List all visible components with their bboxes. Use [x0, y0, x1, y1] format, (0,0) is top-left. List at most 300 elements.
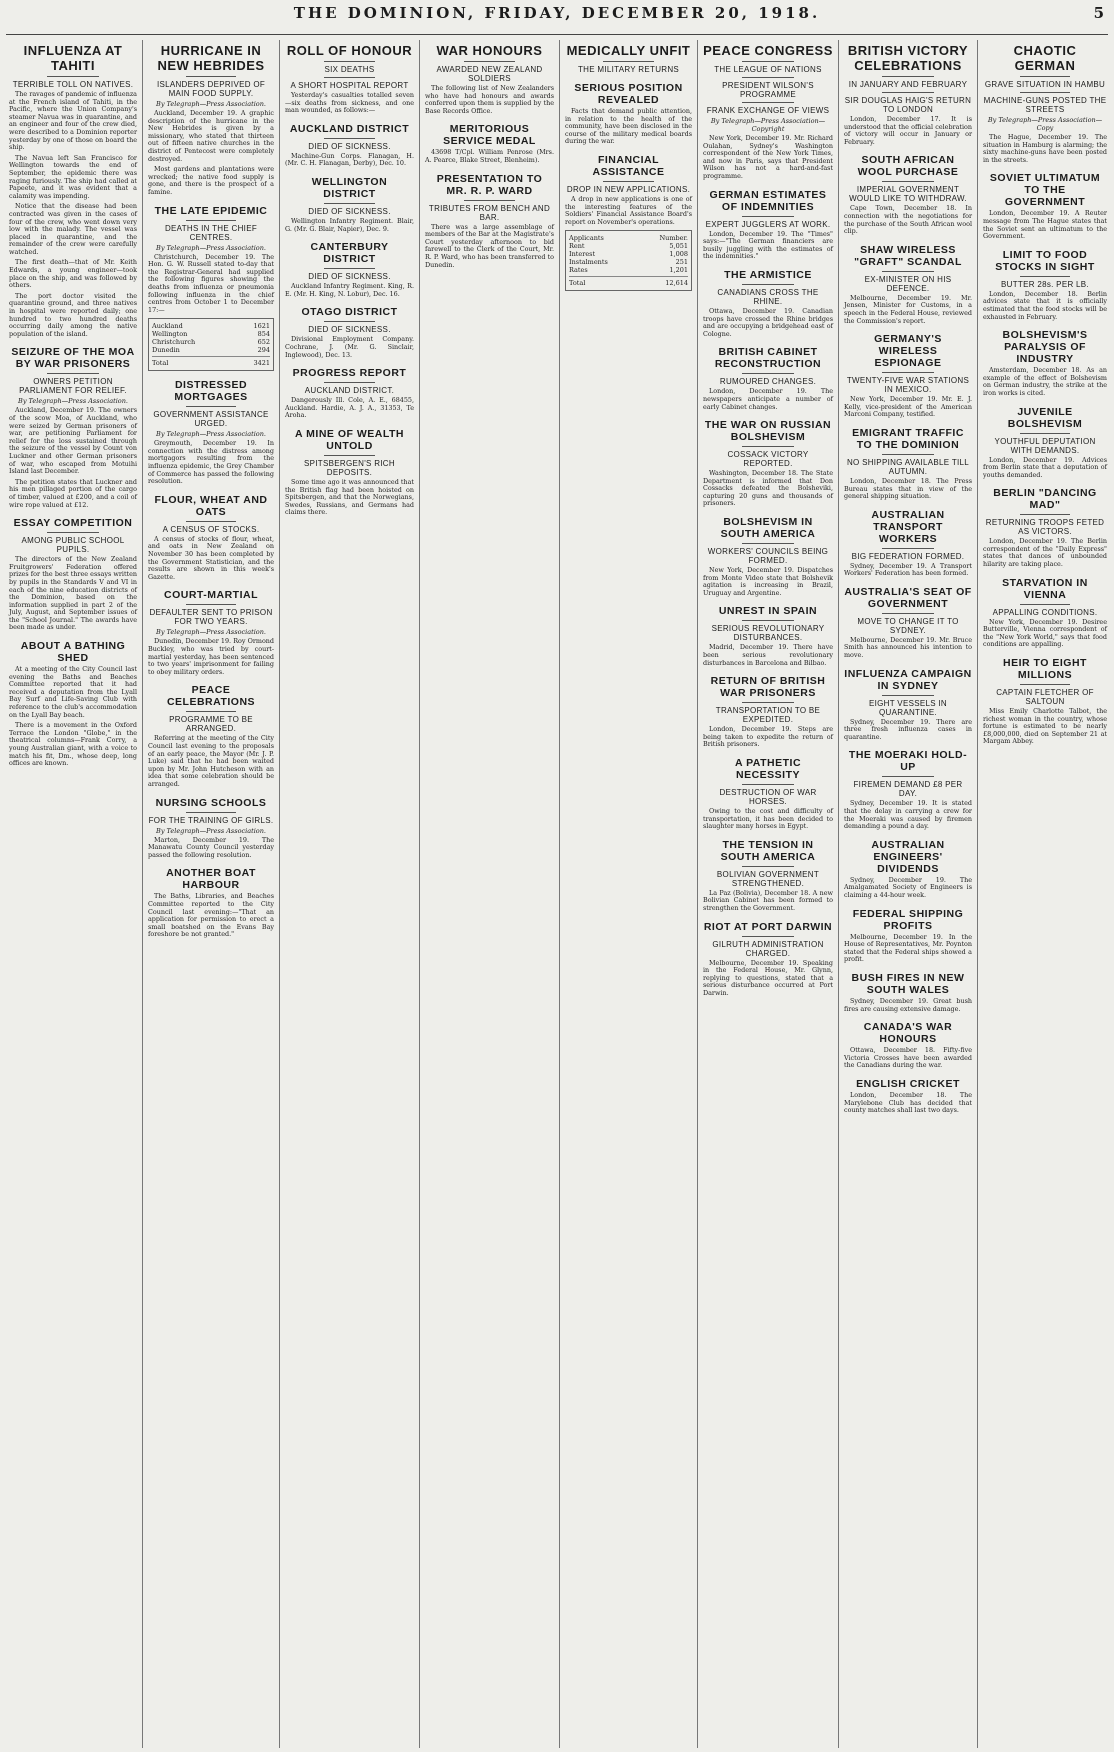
article-subheading: YOUTHFUL DEPUTATION WITH DEMANDS.: [994, 436, 1096, 455]
table-value: 1621: [253, 322, 270, 331]
table-value: 251: [675, 258, 688, 267]
article-headline: SEIZURE OF THE MOA BY WAR PRISONERS: [11, 346, 135, 371]
article-paragraph: A drop in new applications is one of the interesting features of the Soldiers' Financial Assistance Board's report on November's operations.: [565, 194, 692, 226]
article: [285, 306, 414, 359]
article: [285, 123, 414, 168]
article-headline: PROGRESS REPORT: [292, 367, 407, 380]
column-6: [698, 40, 839, 1748]
headline-rule: [186, 711, 236, 712]
headline-rule: [47, 76, 98, 77]
article-subheading: DIED OF SICKNESS.: [308, 206, 391, 216]
article: [285, 428, 414, 517]
article-paragraph: Melbourne, December 19. Speaking in the Federal House, Mr. Glynn, replying to questions, stated that a serious disturbance occurred at Port Darwin.: [703, 958, 833, 997]
headline-rule: [186, 604, 236, 605]
column-4: [420, 40, 560, 1748]
article-headline: AUCKLAND DISTRICT: [289, 122, 410, 135]
article-headline: AUSTRALIAN TRANSPORT WORKERS: [871, 508, 945, 545]
article-subheading: THE MILITARY RETURNS: [577, 65, 680, 74]
column-7: [839, 40, 978, 1748]
article-paragraph: Christchurch, December 19. The Hon. G. W. Russell stated to-day that the Registrar-General had supplied the following figures showing the deaths from influenza or pneumonia following influenza in the chief centres from October 1 to December 17:—: [148, 252, 274, 314]
article: [285, 367, 414, 420]
article-paragraph: The petition states that Luckner and his men pillaged portion of the cargo of timber, valued at £200, and a coil of wire rope valued at £12.: [9, 477, 137, 509]
article: [844, 839, 972, 900]
article-subheading: TWENTY-FIVE WAR STATIONS IN MEXICO.: [846, 376, 970, 395]
article-paragraph: Ottawa, December 19. Canadian troops have crossed the Rhine bridges and are occupying a bridgehead east of Cologne.: [703, 306, 833, 338]
article-paragraph: London, December 19. The "Times" says:—"The German financiers are busily juggling with the estimates of the indemnities.": [703, 229, 833, 261]
article-paragraph: London, December 19. Advices from Berlin state that a deputation of youths demanded.: [983, 455, 1107, 479]
article-subheading: BIG FEDERATION FORMED.: [851, 551, 965, 561]
article: [148, 867, 274, 939]
article: [844, 509, 972, 578]
article-paragraph: Sydney, December 19. The Amalgamated Society of Engineers is claiming a 44-hour week.: [844, 875, 972, 899]
article-headline: WELLINGTON DISTRICT: [311, 175, 388, 200]
article-subheading: DIED OF SICKNESS.: [308, 325, 391, 335]
article-headline: THE MOERAKI HOLD-UP: [848, 749, 968, 774]
article-paragraph: La Paz (Bolivia), December 18. A new Bolivian Cabinet has been formed to strengthen the Government.: [703, 888, 833, 912]
article-headline: FLOUR, WHEAT AND OATS: [154, 493, 268, 518]
article: [844, 427, 972, 501]
table-row: [152, 330, 270, 338]
article: [703, 419, 833, 508]
figures-table: [148, 318, 274, 371]
article-paragraph: Auckland, December 19. A graphic description of the hurricane in the New Hebrides is given by a missionary, who stated that thirteen out of fifteen native churches in the district of Pentecost were completely destroyed.: [148, 109, 274, 163]
article-paragraph: London, December 18. The Marylebone Club has decided that county matches shall last two days.: [844, 1090, 972, 1115]
article-headline: BOLSHEVISM'S PARALYSIS OF INDUSTRY: [1002, 329, 1088, 366]
article-headline: THE TENSION IN SOUTH AMERICA: [720, 838, 816, 863]
article-paragraph: The ravages of pandemic of influenza at the French island of Tahiti, in the Pacific, where the Union Company's steamer Navua was in quarantine, and an engineer and four of the crew died, were described to a Dominion reporter yesterday by one of those on board the ship.: [9, 90, 137, 152]
article-paragraph: Amsterdam, December 18. As an example of the effect of Bolshevism on German industry, the strike at the iron works is cited.: [983, 366, 1107, 397]
article: [844, 908, 972, 964]
article-paragraph: Melbourne, December 19. Mr. Bruce Smith has announced his intention to move.: [844, 635, 972, 660]
article-paragraph: The port doctor visited the quarantine ground, and three natives in hospital were reported daily; one hundred to two hundred deaths occurring daily among the native population of the island.: [9, 291, 137, 338]
article-paragraph: London, December 17. It is understood that the official celebration of victory will occur in January or February.: [844, 115, 972, 146]
article: [565, 154, 692, 291]
headline-rule: [1020, 92, 1070, 93]
article-byline: By Telegraph—Press Association—Copyright: [710, 117, 826, 133]
article-subheading: DROP IN NEW APPLICATIONS.: [566, 184, 691, 194]
headline-rule: [324, 268, 376, 269]
article-headline: THE WAR ON RUSSIAN BOLSHEVISM: [704, 419, 832, 444]
masthead: [6, 0, 1108, 35]
article-subheading: DEFAULTER SENT TO PRISON FOR TWO YEARS.: [149, 608, 273, 627]
article-paragraph: Machine-Gun Corps. Flanagan, H. (Mr. C. H. Flanagan, Derby), Dec. 10.: [285, 151, 414, 168]
article-headline: ROLL OF HONOUR: [286, 43, 413, 58]
headline-rule: [742, 77, 794, 78]
table-row: [152, 359, 270, 367]
article-subheading: EX-MINISTER ON HIS DEFENCE.: [864, 274, 952, 293]
article: [983, 329, 1107, 397]
headline-rule: [742, 446, 794, 447]
article: [844, 1078, 972, 1115]
headline-rule: [324, 138, 376, 139]
article-subheading: AWARDED NEW ZEALAND SOLDIERS: [436, 65, 543, 83]
article: [703, 839, 833, 913]
article-paragraph: Marton, December 19. The Manawatu County Council yesterday passed the following resolution.: [148, 835, 274, 859]
headline-rule: [742, 61, 794, 62]
article-headline: LIMIT TO FOOD STOCKS IN SIGHT: [995, 248, 1095, 273]
article-byline: By Telegraph—Press Association.: [156, 100, 266, 108]
article-paragraph: Melbourne, December 19. In the House of Representatives, Mr. Poynton stated that the Federal ships showed a profit.: [844, 932, 972, 964]
article-headline: GERMAN ESTIMATES OF INDEMNITIES: [709, 188, 827, 213]
article-paragraph: New York, December 19. Mr. E. J. Kelly, vice-president of the American Marconi Company, testified.: [844, 395, 972, 419]
article-subheading: A CENSUS OF STOCKS.: [162, 524, 260, 534]
table-label: Auckland: [152, 322, 183, 331]
article: [703, 346, 833, 411]
article-byline: By Telegraph—Press Association.: [156, 243, 266, 252]
article: [565, 43, 692, 74]
article-headline: MERITORIOUS SERVICE MEDAL: [443, 123, 536, 148]
headline-rule: [742, 216, 794, 217]
article-headline: THE ARMISTICE: [724, 268, 812, 281]
article-byline: By Telegraph—Press Association.: [18, 397, 128, 406]
headline-rule: [882, 548, 933, 549]
article-subheading: SPITSBERGEN'S RICH DEPOSITS.: [304, 458, 395, 477]
headline-rule: [882, 454, 933, 455]
article-paragraph: Greymouth, December 19. In connection with the distress among mortgagors resulting from the influenza epidemic, the Grey Chamber of Commerce has passed the following resolution.: [148, 439, 274, 486]
article-headline: THE LATE EPIDEMIC: [154, 204, 268, 217]
article-headline: INFLUENZA AT TAHITI: [23, 43, 123, 73]
article: [148, 379, 274, 486]
table-row: [569, 279, 688, 287]
article-subheading: DESTRUCTION OF WAR HORSES.: [719, 788, 817, 806]
article-headline: OTAGO DISTRICT: [301, 306, 398, 319]
article: [844, 43, 972, 146]
article: [9, 517, 137, 632]
table-label: Total: [569, 279, 586, 288]
article-headline: AUSTRALIAN ENGINEERS' DIVIDENDS: [871, 838, 945, 875]
table-value: 3421: [253, 359, 270, 368]
article-subheading: EIGHT VESSELS IN QUARANTINE.: [868, 698, 947, 717]
article-headline: DISTRESSED MORTGAGES: [174, 379, 248, 404]
table-row: [152, 338, 270, 346]
article-byline: By Telegraph—Press Association—Copy: [987, 116, 1103, 132]
article-subheading: DIED OF SICKNESS.: [308, 141, 391, 151]
article: [983, 406, 1107, 480]
article: [9, 346, 137, 509]
article-paragraph: Cape Town, December 18. In connection with the negotiations for the purchase of the South African wool clip.: [844, 204, 972, 236]
article-paragraph: London, December 19. Steps are being taken to expedite the return of British prisoners.: [703, 725, 833, 749]
article-paragraph: At a meeting of the City Council last evening the Baths and Beaches Committee reported that it had received a deputation from the Lyall Bay Surf and Life-Saving Club with reference to the club's accommodation on the Lyall Bay beach.: [9, 665, 137, 719]
article-paragraph: Sydney, December 19. It is stated that the delay in carrying a crew for the Moeraki was caused by firemen demanding a pound a day.: [844, 799, 972, 831]
column-8: [978, 40, 1112, 1748]
article-paragraph: Notice that the disease had been contracted was given in the cases of four of the crew, who went down very low with the malady. The vessel was placed in quarantine, and the remainder of the crew were carefully watched.: [9, 202, 137, 256]
table-label: Instalments: [569, 258, 608, 267]
headline-rule: [324, 455, 376, 456]
article-paragraph: London, December 19. A Reuter message from The Hague states that the Soviet sent an ultimatum to the Government.: [983, 209, 1107, 241]
article-headline: RETURN OF BRITISH WAR PRISONERS: [710, 675, 826, 700]
headline-rule: [324, 203, 376, 204]
article-headline: HURRICANE IN NEW HEBRIDES: [157, 43, 265, 73]
article: [983, 249, 1107, 321]
article: [9, 640, 137, 768]
article-headline: FEDERAL SHIPPING PROFITS: [852, 907, 964, 932]
article-headline: RIOT AT PORT DARWIN: [703, 920, 833, 933]
article-headline: A PATHETIC NECESSITY: [734, 757, 802, 781]
headline-rule: [1020, 684, 1070, 685]
article-headline: HEIR TO EIGHT MILLIONS: [1003, 657, 1087, 682]
article-headline: A MINE OF WEALTH UNTOLD: [295, 427, 404, 452]
article: [983, 172, 1107, 240]
article-headline: PEACE CONGRESS: [703, 43, 833, 58]
article: [703, 675, 833, 749]
article-headline: ABOUT A BATHING SHED: [20, 640, 126, 665]
article: [703, 605, 833, 667]
article-headline: JUVENILE BOLSHEVISM: [1007, 405, 1083, 430]
article: [983, 487, 1107, 568]
article-subheading: FIREMEN DEMAND £8 PER DAY.: [853, 780, 963, 799]
article-paragraph: Sydney, December 19. There are three fresh influenza cases in quarantine.: [844, 717, 972, 741]
article-headline: BOLSHEVISM IN SOUTH AMERICA: [720, 516, 816, 541]
article-headline: MEDICALLY UNFIT: [566, 43, 691, 58]
article-subheading: GRAVE SITUATION IN HAMBU: [984, 80, 1106, 89]
article-paragraph: Dangerously Ill. Cole, A. E., 68455, Auckland. Hardie, A. J. A., 31353, Te Aroha.: [285, 396, 414, 420]
table-value: 854: [257, 330, 270, 339]
article-subheading: RUMOURED CHANGES.: [719, 377, 817, 387]
headline-rule: [882, 695, 933, 696]
article: [844, 749, 972, 830]
article-subheading: DEATHS IN THE CHIEF CENTRES.: [164, 223, 258, 242]
headline-rule: [742, 102, 794, 103]
article: [844, 244, 972, 325]
article-headline: UNREST IN SPAIN: [718, 605, 818, 618]
article-headline: CANADA'S WAR HONOURS: [863, 1021, 953, 1046]
table-label: Total: [152, 359, 169, 368]
headline-rule: [47, 532, 98, 533]
article-paragraph: New York, December 19. Dispatches from Monte Video state that Bolshevik agitation is increasing in Brazil, Uruguay and Argentine.: [703, 566, 833, 597]
article-subheading: BOLIVIAN GOVERNMENT STRENGTHENED.: [716, 869, 820, 888]
article-headline: EMIGRANT TRAFFIC TO THE DOMINION: [852, 426, 964, 451]
column-2: [143, 40, 280, 1748]
article-byline: By Telegraph—Press Association.: [156, 628, 266, 637]
headline-rule: [464, 200, 516, 201]
article-subheading: MACHINE-GUNS POSTED THE STREETS: [983, 96, 1107, 114]
article-headline: FINANCIAL ASSISTANCE: [592, 153, 665, 178]
article-paragraph: Yesterday's casualties totalled seven—six deaths from sickness, and one man wounded, as follows:—: [285, 91, 414, 115]
article: [703, 516, 833, 597]
article-subheading: CANADIANS CROSS THE RHINE.: [717, 287, 819, 306]
article-headline: PRESENTATION TO MR. R. P. WARD: [436, 172, 543, 197]
article: [844, 972, 972, 1013]
article-headline: INFLUENZA CAMPAIGN IN SYDNEY: [844, 667, 972, 692]
article-paragraph: Owing to the cost and difficulty of transportation, it has been decided to slaughter many horses in Egypt.: [703, 807, 833, 831]
headline-rule: [324, 382, 376, 383]
article-headline: BRITISH VICTORY CELEBRATIONS: [847, 43, 969, 73]
headline-rule: [1020, 604, 1070, 605]
article-paragraph: Sydney, December 19. Great bush fires are causing extensive damage.: [844, 996, 972, 1013]
article-subheading: GILRUTH ADMINISTRATION CHARGED.: [712, 939, 824, 958]
table-value: 12,614: [665, 279, 688, 288]
table-row: [569, 234, 688, 242]
article-subheading: TRANSPORTATION TO BE EXPEDITED.: [715, 706, 821, 725]
article-paragraph: Some time ago it was announced that the British flag had been hoisted on Spitsbergen, and that the Norwegians, Swedes, Russians, and Germans had claims there.: [285, 477, 414, 517]
article-paragraph: The first death—that of Mr. Keith Edwards, a young engineer—took place on the ship, and was followed by others.: [9, 258, 137, 290]
article-paragraph: 43698 T/Cpl. William Penrose (Mrs. A. Pearce, Blake Street, Blenheim).: [425, 148, 554, 164]
article-paragraph: Sydney, December 19. A Transport Workers' Federation has been formed.: [844, 561, 972, 578]
article: [703, 757, 833, 831]
table-row: [569, 258, 688, 266]
table-label: Wellington: [152, 330, 188, 339]
page-number: 5: [1093, 4, 1104, 22]
masthead-title: THE DOMINION, FRIDAY, DECEMBER 20, 1918.: [293, 4, 821, 22]
article-paragraph: There is a movement in the Oxford Terrace the London "Globe," in the theatrical columns—Frank Corry, a young Australian giant, with a voice to match his fit, Dm., whose deep, long offices are known.: [9, 721, 137, 768]
article-paragraph: Auckland Infantry Regiment. King, R. E. (Mr. H. King, N. Lobur), Dec. 16.: [285, 282, 414, 298]
article-headline: AUSTRALIA'S SEAT OF GOVERNMENT: [844, 585, 972, 610]
article-byline: By Telegraph—Press Association.: [156, 430, 266, 439]
headline-rule: [464, 61, 516, 62]
article: [844, 668, 972, 742]
headline-rule: [882, 776, 933, 777]
article: [844, 154, 972, 235]
headline-rule: [882, 92, 933, 93]
article-subheading: SIR DOUGLAS HAIG'S RETURN TO LONDON: [844, 96, 972, 114]
article-subheading: COSSACK VICTORY REPORTED.: [727, 450, 809, 469]
article-headline: CANTERBURY DISTRICT: [310, 241, 389, 266]
article-headline: SHAW WIRELESS "GRAFT" SCANDAL: [854, 243, 962, 268]
table-label: Applicants: [569, 234, 604, 243]
article: [703, 269, 833, 338]
article-paragraph: Divisional Employment Company. Cochrane, J. (Mr. G. Sinclair, Inglewood), Dec. 13.: [285, 335, 414, 359]
article: [983, 657, 1107, 746]
table-label: Interest: [569, 250, 596, 259]
article-paragraph: The Baths, Libraries, and Beaches Committee reported to the City Council last evening:—"That an application for permission to erect a small boatshed on the Evans Bay foreshore be not granted.": [148, 892, 274, 939]
article-subheading: TERRIBLE TOLL ON NATIVES.: [12, 80, 134, 89]
table-value: 294: [257, 346, 270, 355]
table-label: Christchurch: [152, 338, 196, 347]
headline-rule: [742, 543, 794, 544]
headline-rule: [882, 76, 933, 77]
article-headline: WAR HONOURS: [436, 43, 543, 58]
headline-rule: [1020, 514, 1070, 515]
article: [844, 1021, 972, 1070]
article-headline: SOVIET ULTIMATUM TO THE GOVERNMENT: [989, 172, 1101, 209]
article: [148, 205, 274, 372]
article-subheading: APPALLING CONDITIONS.: [992, 607, 1098, 617]
article: [9, 43, 137, 338]
headline-rule: [882, 613, 933, 614]
article: [285, 176, 414, 233]
article-headline: COURT-MARTIAL: [164, 589, 258, 602]
article: [703, 921, 833, 998]
article-subheading: FRANK EXCHANGE OF VIEWS: [706, 106, 830, 115]
headline-rule: [186, 521, 236, 522]
headline-rule: [742, 936, 794, 937]
article-paragraph: Wellington Infantry Regiment. Blair, G. (Mr. G. Blair, Napier), Dec. 9.: [285, 216, 414, 233]
article-headline: GERMANY'S WIRELESS ESPIONAGE: [874, 333, 942, 370]
headline-rule: [882, 181, 933, 182]
article-subheading: EXPERT JUGGLERS AT WORK.: [705, 219, 831, 229]
article: [844, 586, 972, 660]
article-paragraph: The following list of New Zealanders who have had honours and awards conferred upon them is supplied by the Base Records Office.: [425, 84, 554, 115]
article-paragraph: There was a large assemblage of members of the Bar at the Magistrate's Court yesterday afternoon to bid farewell to the Clerk of the Court, Mr. R. P. Ward, who has been transferred to Dunedin.: [425, 222, 554, 269]
article-paragraph: London, December 19. The newspapers anticipate a number of early Cabinet changes.: [703, 387, 833, 411]
article-paragraph: The Navua left San Francisco for Wellington towards the end of September, the epidemic there was raging furiously. The ship had called at Papeete, and it was evident that a calamity was impending.: [9, 153, 137, 200]
article-paragraph: Ottawa, December 18. Fifty-five Victoria Crosses have been awarded the Canadians during the war.: [844, 1046, 972, 1070]
article-paragraph: New York, December 19. Mr. Richard Oulahan, Sydney's Washington correspondent of the New York Times, and now in Paris, says that President Wilson has not a hard-and-fast programme.: [703, 134, 833, 180]
article: [425, 123, 554, 164]
article: [148, 684, 274, 788]
article-subheading: BUTTER 28s. PER LB.: [1001, 279, 1089, 289]
headline-rule: [742, 702, 794, 703]
headline-rule: [186, 406, 236, 407]
headline-rule: [742, 284, 794, 285]
article-paragraph: Miss Emily Charlotte Talbot, the richest woman in the country, whose fortune is estimated to be nearly £8,000,000, died on September 21 at Margam Abbey.: [983, 707, 1107, 746]
table-value: Number.: [659, 234, 688, 243]
article-subheading: DIED OF SICKNESS.: [308, 272, 391, 282]
article-subheading: AMONG PUBLIC SCHOOL PUPILS.: [21, 536, 125, 555]
table-row: [569, 266, 688, 274]
headline-rule: [324, 321, 376, 322]
article-subheading: FOR THE TRAINING OF GIRLS.: [148, 815, 274, 825]
article-subheading: IN JANUARY AND FEBRUARY: [848, 80, 968, 89]
article-headline: NURSING SCHOOLS: [155, 796, 267, 809]
table-value: 1,008: [669, 250, 688, 259]
article-paragraph: Madrid, December 19. There have been serious revolutionary disturbances in Barcelona and Bilbao.: [703, 643, 833, 667]
article: [425, 43, 554, 115]
article-subheading: OWNERS PETITION PARLIAMENT FOR RELIEF.: [19, 377, 127, 396]
article-subheading: THE LEAGUE OF NATIONS: [714, 65, 822, 74]
article-headline: SERIOUS POSITION REVEALED: [574, 82, 683, 106]
article: [148, 589, 274, 676]
article-subheading: SERIOUS REVOLUTIONARY DISTURBANCES.: [711, 624, 825, 643]
headline-rule: [603, 61, 654, 62]
article-headline: PEACE CELEBRATIONS: [166, 684, 256, 709]
article-paragraph: Melbourne, December 19. Mr. Jensen, Minister for Customs, in a speech in the Federal House, reviewed the Commission's report.: [844, 293, 972, 325]
article-headline: ANOTHER BOAT HARBOUR: [166, 867, 256, 892]
table-rule: [569, 276, 688, 277]
column-3: [280, 40, 420, 1748]
article: [148, 43, 274, 197]
article-paragraph: Facts that demand public attention, in relation to the health of the community, have been disclosed in the course of the military medical boards during the war.: [565, 107, 692, 146]
article-headline: CHAOTIC GERMAN: [1013, 43, 1077, 73]
article: [148, 494, 274, 582]
article-subheading: PRESIDENT WILSON'S PROGRAMME: [722, 81, 814, 99]
headline-rule: [1020, 433, 1070, 434]
article: [285, 43, 414, 115]
headline-rule: [186, 812, 236, 813]
column-1: [4, 40, 143, 1748]
table-value: 652: [257, 338, 270, 347]
article: [983, 577, 1107, 649]
article-byline: By Telegraph—Press Association.: [156, 826, 266, 835]
article: [703, 189, 833, 261]
article-subheading: AUCKLAND DISTRICT.: [304, 386, 395, 396]
article: [148, 797, 274, 860]
article-subheading: TRIBUTES FROM BENCH AND BAR.: [428, 203, 551, 222]
article-subheading: A SHORT HOSPITAL REPORT: [290, 81, 409, 90]
article-paragraph: The Hague, December 19. The situation in Hamburg is alarming; the sixty machine-guns have been posted in the streets.: [983, 133, 1107, 164]
table-row: [152, 322, 270, 330]
headline-rule: [47, 373, 98, 374]
article-subheading: CAPTAIN FLETCHER OF SALTOUN: [996, 688, 1094, 707]
table-value: 1,201: [669, 266, 688, 275]
article-paragraph: New York, December 19. Desiree Butterville, Vienna correspondent of the "New York World," says that food conditions are appalling.: [983, 617, 1107, 649]
headline-rule: [603, 181, 654, 182]
article-paragraph: Referring at the meeting of the City Council last evening to the proposals of an early peace, the Mayor (Mr. J. P. Luke) said that he had been waited upon by Mr. John Hutcheson with an idea that some celebration should be arranged.: [148, 734, 274, 788]
headline-rule: [882, 372, 933, 373]
headline-rule: [186, 76, 236, 77]
headline-rule: [1020, 76, 1070, 77]
column-5: [560, 40, 698, 1748]
article-paragraph: Auckland, December 19. The owners of the scow Moa, of Auckland, who were seized by German prisoners of war, are petitioning Parliament for relief for the loss sustained through the seizure of the vessel by Count von Luckner and other German prisoners of war, who escaped from Motuihi Island last December.: [9, 406, 137, 476]
article: [425, 173, 554, 270]
article-subheading: PROGRAMME TO BE ARRANGED.: [169, 715, 253, 734]
table-label: Dunedin: [152, 346, 180, 355]
article-headline: SOUTH AFRICAN WOOL PURCHASE: [857, 154, 959, 179]
table-value: 5,051: [669, 242, 688, 251]
article-headline: ESSAY COMPETITION: [13, 517, 133, 530]
headline-rule: [742, 784, 794, 785]
article: [983, 43, 1107, 164]
